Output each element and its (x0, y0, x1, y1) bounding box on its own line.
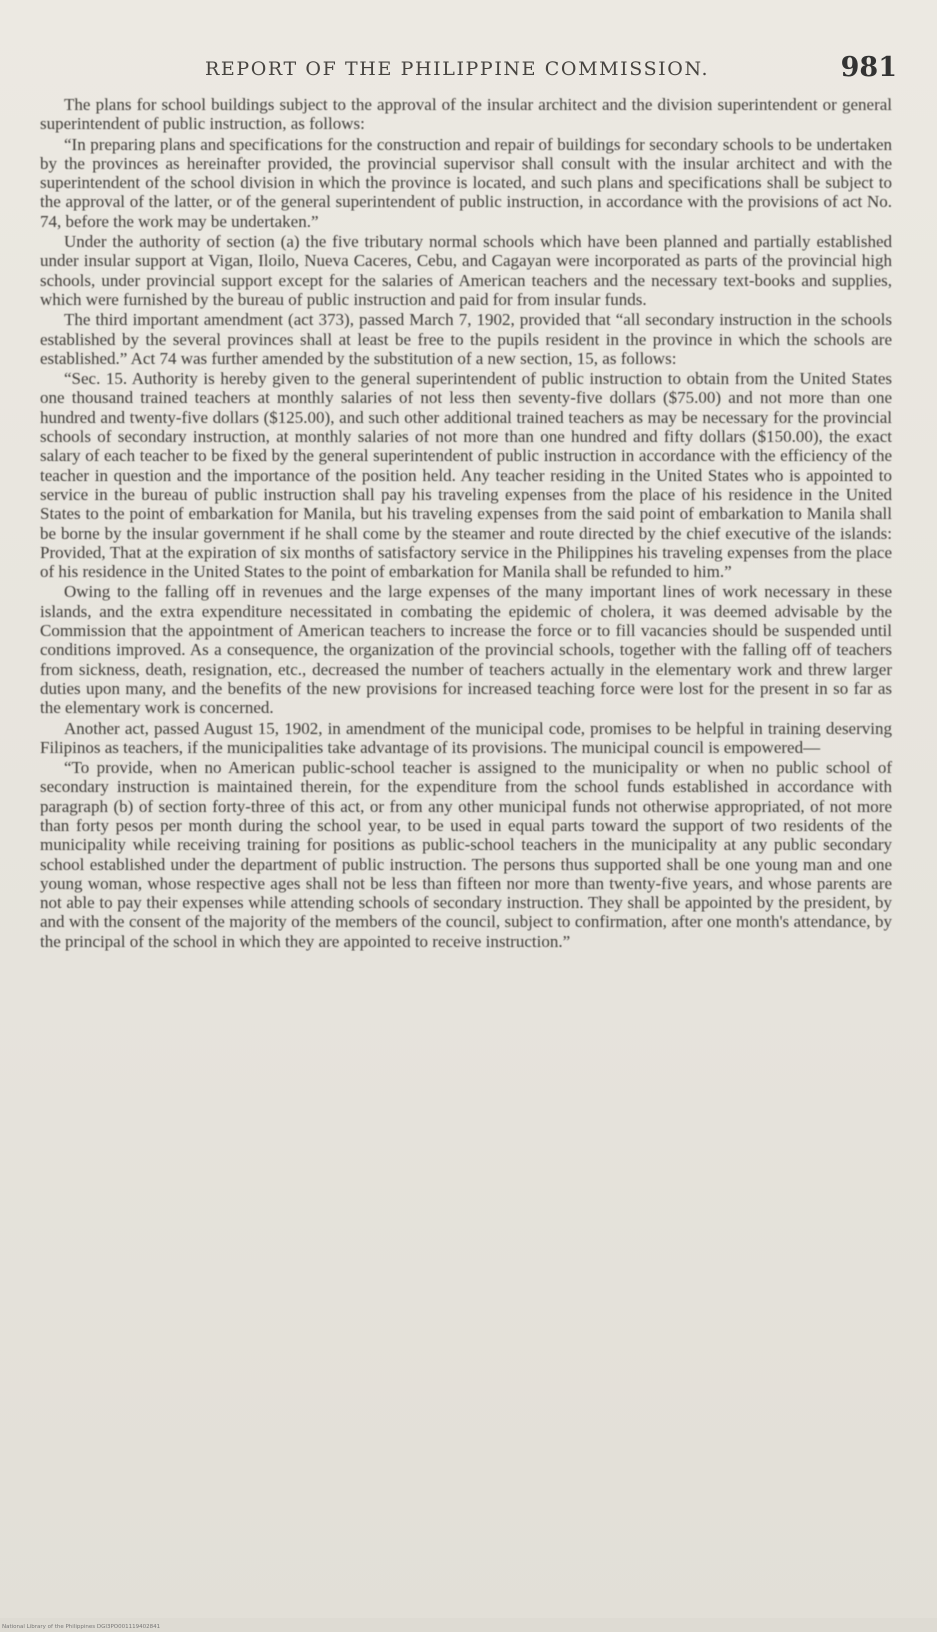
page-header (0, 50, 937, 90)
paragraph-third-amendment: The third important amendment (act 373), passed March 7, 1902, provided that “all secondary instruction in the schools established by the several provinces shall at least be free to the pupils resident in the province in which the schools are established.” Act 74 was further amended by the substitution of a new section, 15, as follows: (40, 310, 892, 368)
paragraph-normal-schools: Under the authority of section (a) the five tributary normal schools which have been planned and partially established under insular support at Vigan, Iloilo, Nueva Caceres, Cebu, and Cagayan were incorporated as parts of the provincial high schools, under provincial support except for the salaries of American teachers and the necessary text-books and supplies, which were furnished by the bureau of public instruction and paid for from insular funds. (40, 232, 892, 309)
running-head: REPORT OF THE PHILIPPINE COMMISSION. (205, 58, 710, 80)
paragraph-revenues: Owing to the falling off in revenues and the large expenses of the many important lines of work necessary in these islands, and the extra expenditure necessitated in combating the epidemic of cholera, it was deemed advisable by the Commission that the appointment of American teachers to increase the force or to fill vacancies should be suspended until conditions improved. As a consequence, the organization of the provincial schools, together with the falling off of teachers from sickness, death, resignation, etc., decreased the number of teachers actually in the elementary work and threw larger duties upon many, and the benefits of the new provisions for increased teaching force were lost for the present in so far as the elementary work is concerned. (40, 582, 892, 718)
paragraph-quote-plans: “In preparing plans and specifications for the construction and repair of buildings for secondary schools to be undertaken by the provinces as hereinafter provided, the provincial supervisor shall consult with the insular architect and with the superintendent of the school division in which the province is located, and such plans and specifications shall be subject to the approval of the latter, or of the general superintendent of public instruction, in accordance with the provisions of act No. 74, before the work may be undertaken.” (40, 134, 892, 231)
body-text (40, 95, 892, 951)
scan-footer-text: National Library of the Philippines DGI3PO001119402841 (2, 1624, 161, 1630)
paragraph-quote-provide: “To provide, when no American public-school teacher is assigned to the municipality or when no public school of secondary instruction is maintained therein, for the expenditure from the school funds established in accordance with paragraph (b) of section forty-three of this act, or from any other municipal funds not otherwise appropriated, of not more than forty pesos per month during the school year, to be used in equal parts toward the support of two residents of the municipality while receiving training for positions as public-school teachers in the municipality at any public secondary school established under the department of public instruction. The persons thus supported shall be one young man and one young woman, whose respective ages shall not be less than fifteen nor more than twenty-five years, and whose parents are not able to pay their expenses while attending schools of secondary instruction. They shall be appointed by the president, by and with the consent of the majority of the members of the council, subject to confirmation, after one month's attendance, by the principal of the school in which they are appointed to receive instruction.” (40, 758, 892, 951)
scan-footer (0, 1618, 937, 1632)
page-number: 981 (840, 52, 897, 83)
paragraph-section-15: “Sec. 15. Authority is hereby given to the general superintendent of public instruction to obtain from the United States one thousand trained teachers at monthly salaries of not less then seventy-five dollars ($75.00) and not more than one hundred and twenty-five dollars ($125.00), and such other additional trained teachers as may be necessary for the provincial schools of secondary instruction, at monthly salaries of not more than one hundred and fifty dollars ($150.00), the exact salary of each teacher to be fixed by the general superintendent of public instruction in accordance with the efficiency of the teacher in question and the importance of the position held. Any teacher residing in the United States who is appointed to service in the bureau of public instruction shall pay his traveling expenses from the place of his residence in the United States to the point of embarkation for Manila, but his traveling expenses from the said point of embarkation to Manila shall be borne by the insular government if he shall come by the steamer and route directed by the chief executive of the islands: Provided, That at the expiration of six months of satisfactory service in the Philippines his traveling expenses from the place of his residence in the United States to the point of embarkation for Manila shall be refunded to him.” (40, 369, 892, 582)
paragraph-another-act: Another act, passed August 15, 1902, in amendment of the municipal code, promises to be helpful in training deserving Filipinos as teachers, if the municipalities take advantage of its provisions. The municipal council is empowered— (40, 718, 892, 757)
paragraph-plans: The plans for school buildings subject to the approval of the insular architect and the division superintendent or general superintendent of public instruction, as follows: (40, 95, 892, 134)
